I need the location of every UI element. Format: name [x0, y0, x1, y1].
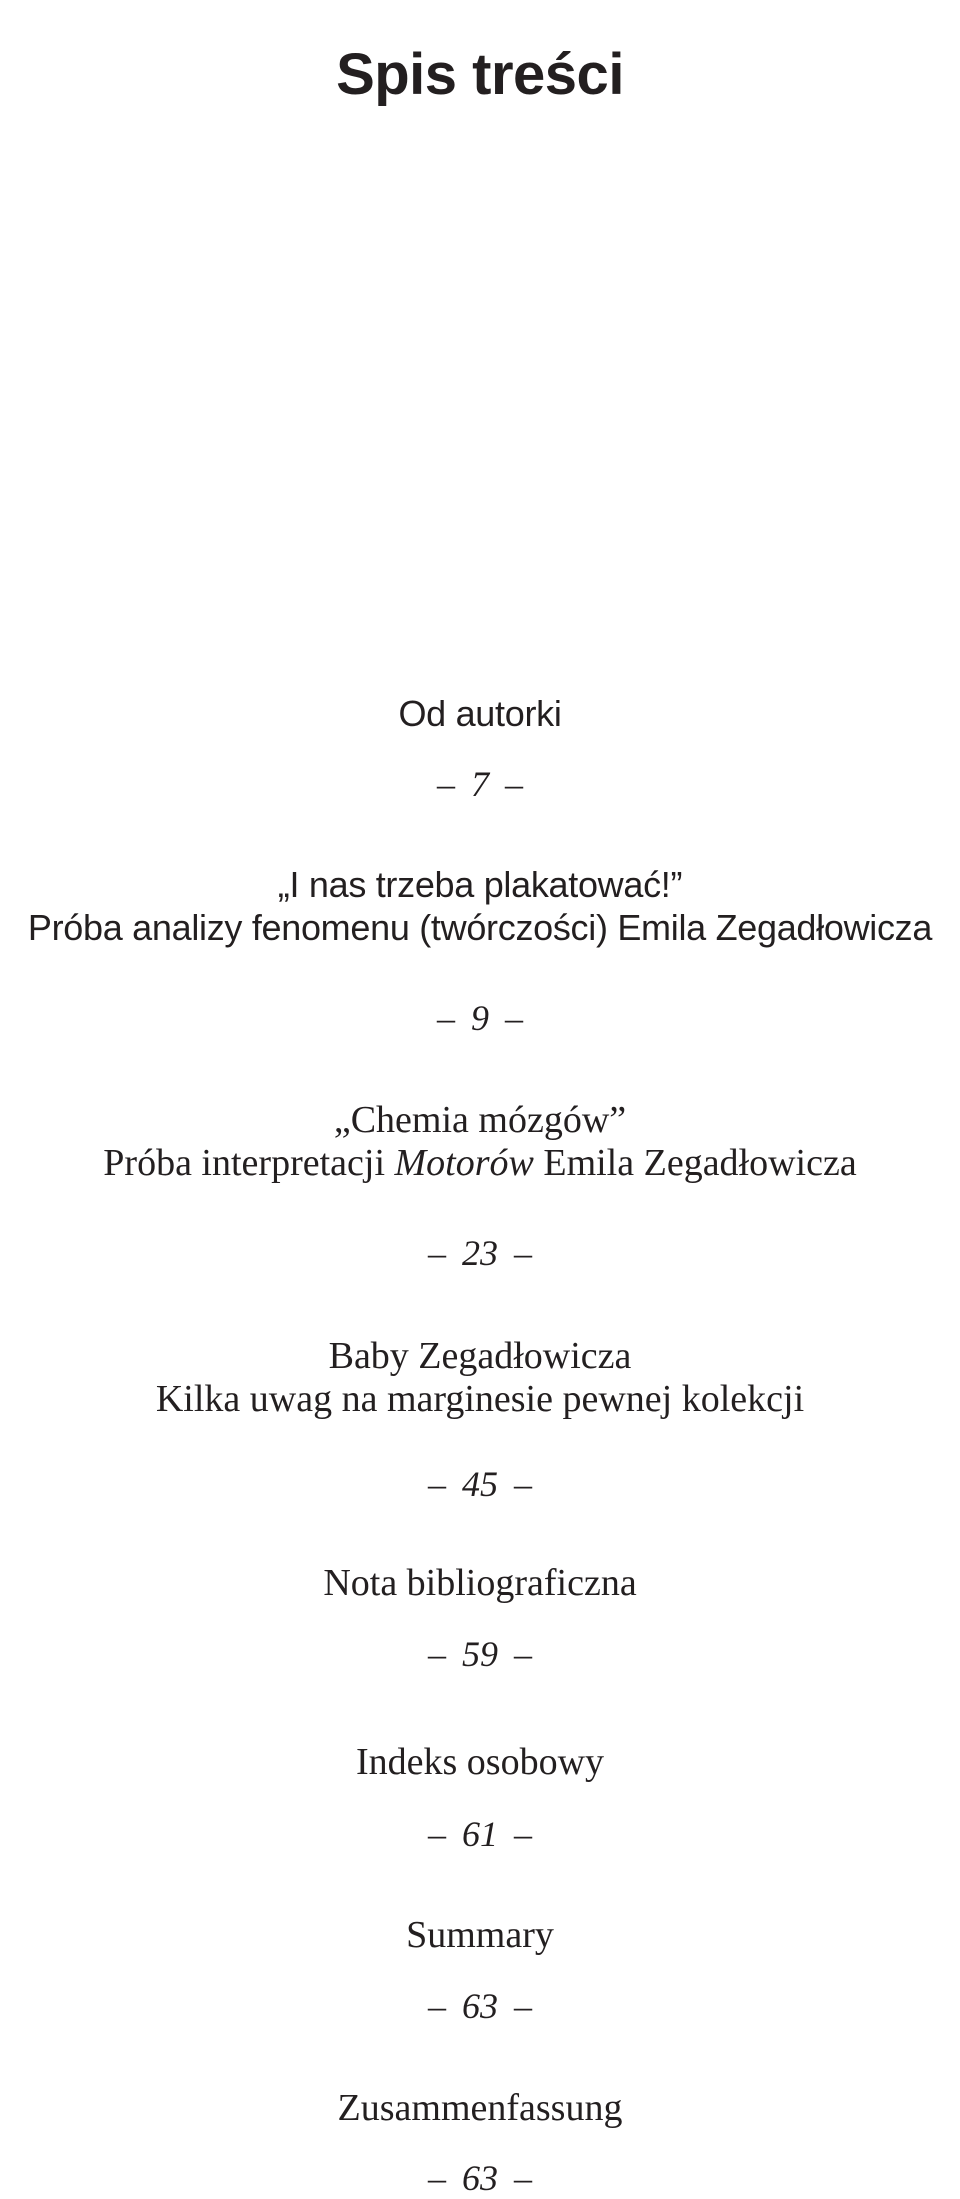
toc-entry-page-number: – 61 – [428, 1814, 532, 1854]
toc-entry-subtitle: Kilka uwag na marginesie pewnej kolekcji [155, 1378, 805, 1420]
toc-entry-title: Nota bibliograficzna [323, 1562, 637, 1604]
toc-entry-title: Indeks osobowy [355, 1741, 605, 1783]
toc-entry-title: „Chemia mózgów” [333, 1099, 627, 1141]
toc-entry-title: Baby Zegadłowicza [328, 1335, 632, 1377]
toc-entry-title: Zusammenfassung [337, 2087, 623, 2129]
toc-entry-title: Od autorki [398, 693, 562, 734]
toc-entry-subtitle: Próba analizy fenomenu (twórczości) Emila Zegadłowicza [27, 907, 933, 948]
toc-entry-page-number: – 63 – [428, 1986, 532, 2026]
toc-entry-page-number: – 59 – [428, 1634, 532, 1674]
toc-entry-title: Summary [406, 1914, 554, 1956]
page-title: Spis treści [336, 41, 624, 107]
toc-entry-page-number: – 23 – [428, 1233, 532, 1273]
toc-entry-page-number: – 7 – [437, 764, 523, 804]
toc-entry-title: „I nas trzeba plakatować!” [277, 864, 683, 905]
toc-entry-subtitle: Próba interpretacji Motorów Emila Zegadłowicza [103, 1142, 857, 1184]
toc-entry-page-number: – 63 – [428, 2158, 532, 2198]
toc-entry-page-number: – 45 – [428, 1464, 532, 1504]
toc-entry-page-number: – 9 – [437, 998, 523, 1038]
italic-work-title: Motorów [394, 1142, 534, 1184]
